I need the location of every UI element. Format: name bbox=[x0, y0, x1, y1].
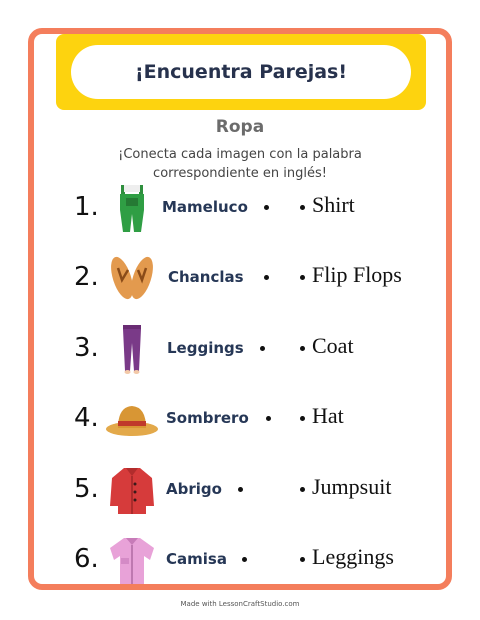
english-word: Leggings bbox=[312, 544, 394, 569]
topic-label: Ropa bbox=[215, 117, 265, 137]
match-dot-left[interactable] bbox=[264, 205, 269, 210]
match-dot-right[interactable] bbox=[300, 416, 305, 421]
row-number: 6. bbox=[74, 544, 99, 574]
row-number: 4. bbox=[74, 403, 99, 433]
match-row-1 bbox=[0, 180, 480, 236]
instructions-line-2: correspondiente en inglés! bbox=[153, 166, 327, 181]
coat-icon bbox=[104, 462, 160, 518]
match-dot-left[interactable] bbox=[260, 346, 265, 351]
match-dot-right[interactable] bbox=[300, 275, 305, 280]
english-word: Flip Flops bbox=[312, 262, 402, 287]
flip-flops-icon bbox=[104, 250, 160, 306]
row-number: 5. bbox=[74, 474, 99, 504]
english-word: Hat bbox=[312, 403, 344, 428]
row-number: 3. bbox=[74, 333, 99, 363]
match-row-3 bbox=[0, 321, 480, 377]
spanish-word: Chanclas bbox=[168, 268, 244, 286]
spanish-word: Mameluco bbox=[162, 198, 248, 216]
leggings-icon bbox=[104, 321, 160, 377]
english-word: Coat bbox=[312, 333, 354, 358]
match-row-4 bbox=[0, 391, 480, 447]
match-row-5 bbox=[0, 462, 480, 518]
match-row-2 bbox=[0, 250, 480, 306]
row-number: 2. bbox=[74, 262, 99, 292]
instructions bbox=[70, 145, 410, 183]
match-dot-left[interactable] bbox=[266, 416, 271, 421]
match-dot-right[interactable] bbox=[300, 557, 305, 562]
match-row-6 bbox=[0, 532, 480, 588]
jumpsuit-icon bbox=[104, 180, 160, 236]
match-dot-right[interactable] bbox=[300, 487, 305, 492]
match-dot-right[interactable] bbox=[300, 205, 305, 210]
worksheet-title: ¡Encuentra Parejas! bbox=[71, 45, 411, 99]
footer-credit: Made with LessonCraftStudio.com bbox=[180, 600, 300, 608]
instructions-line-1: ¡Conecta cada imagen con la palabra bbox=[118, 147, 362, 162]
match-dot-left[interactable] bbox=[264, 275, 269, 280]
spanish-word: Sombrero bbox=[166, 409, 249, 427]
shirt-icon bbox=[104, 532, 160, 588]
spanish-word: Abrigo bbox=[166, 480, 222, 498]
english-word: Shirt bbox=[312, 192, 355, 217]
row-number: 1. bbox=[74, 192, 99, 222]
spanish-word: Camisa bbox=[166, 550, 227, 568]
spanish-word: Leggings bbox=[167, 339, 244, 357]
hat-icon bbox=[104, 391, 160, 447]
match-dot-left[interactable] bbox=[242, 557, 247, 562]
match-dot-left[interactable] bbox=[238, 487, 243, 492]
match-dot-right[interactable] bbox=[300, 346, 305, 351]
english-word: Jumpsuit bbox=[312, 474, 392, 499]
